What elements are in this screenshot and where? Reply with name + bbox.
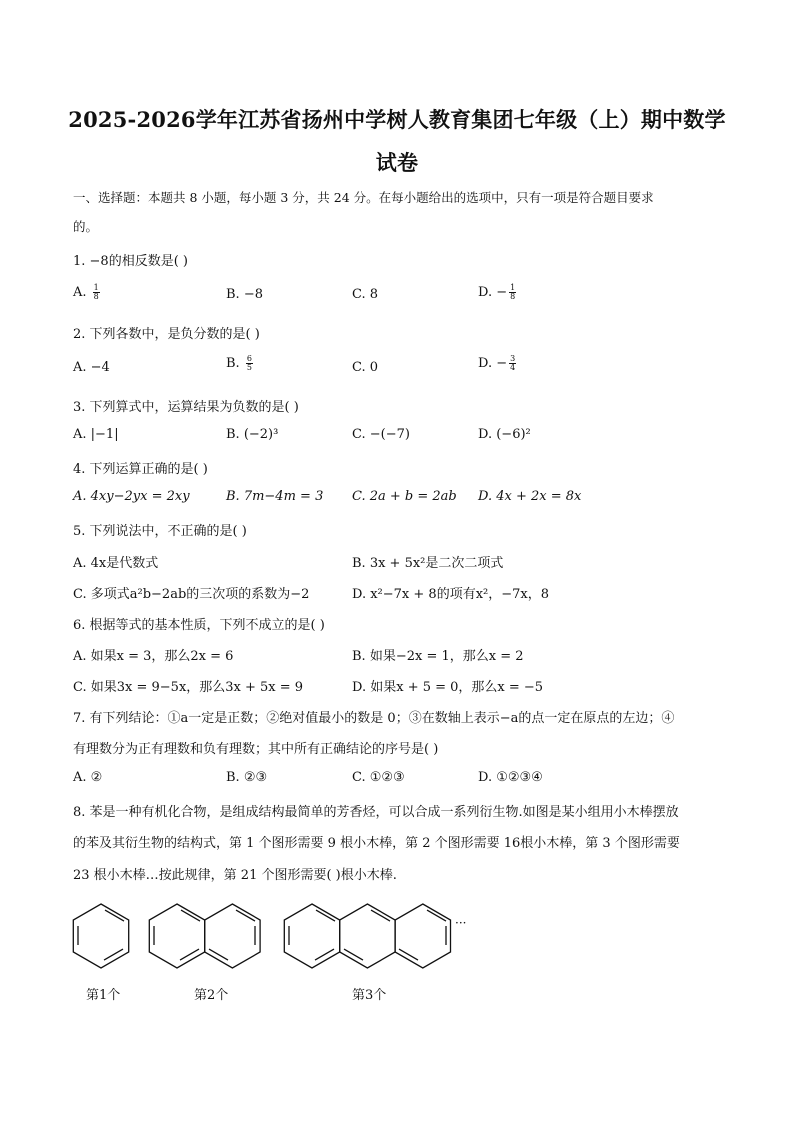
q5-option-a: A. 4x是代数式 — [73, 556, 159, 571]
fraction: $\frac{3}{4}$ — [510, 354, 516, 372]
q4-stem: 4. 下列运算正确的是( ) — [73, 462, 208, 477]
figure-3-label: 第3个 — [352, 988, 387, 1003]
q4-option-a: A. 4xy−2yx = 2xy — [73, 489, 190, 504]
q2-option-b: B. $\frac{6}{5}$ — [226, 354, 252, 372]
fraction: $\frac{1}{8}$ — [510, 283, 516, 301]
q2-option-a: A. −4 — [73, 360, 110, 375]
q1-option-b: B. −8 — [226, 287, 263, 302]
q6-option-c: C. 如果3x = 9−5x，那么3x + 5x = 9 — [73, 680, 304, 695]
exam-title-line2: 试卷 — [375, 150, 419, 175]
figure-1-label: 第1个 — [86, 988, 121, 1003]
q7-option-b: B. ②③ — [226, 770, 268, 785]
section-instructions-line1: 一、选择题：本题共 8 小题，每小题 3 分，共 24 分。在每小题给出的选项中，只有一项是符合题目要求 — [73, 190, 654, 205]
q5-option-c: C. 多项式a²b−2ab的三次项的系数为−2 — [73, 587, 310, 602]
q3-option-c: C. −(−7) — [352, 427, 410, 442]
q1-option-a: A. $\frac{1}{8}$ — [73, 283, 99, 301]
q3-option-a: A. |−1| — [73, 427, 119, 442]
q2-option-d: D. − $\frac{3}{4}$ — [478, 354, 516, 372]
q6-option-a: A. 如果x = 3，那么2x = 6 — [73, 649, 234, 664]
q1-option-d: D. − $\frac{1}{8}$ — [478, 283, 516, 301]
figure-2-label: 第2个 — [194, 988, 229, 1003]
figure-ellipsis: ··· — [455, 916, 467, 930]
q8-stem-line3: 23 根小木棒…按此规律，第 21 个图形需要( )根小木棒. — [73, 868, 397, 883]
figure-3-anthracene — [284, 904, 450, 968]
q1-stem: 1. −8的相反数是( ) — [73, 254, 188, 269]
q3-option-d: D. (−6)² — [478, 427, 531, 442]
q6-stem: 6. 根据等式的基本性质，下列不成立的是( ) — [73, 618, 325, 633]
q3-stem: 3. 下列算式中，运算结果为负数的是( ) — [73, 400, 299, 415]
figure-1-benzene — [73, 904, 128, 968]
fraction: $\frac{1}{8}$ — [93, 283, 99, 301]
q7-stem-line2: 有理数分为正有理数和负有理数；其中所有正确结论的序号是( ) — [73, 742, 439, 757]
q5-option-b: B. 3x + 5x²是二次二项式 — [352, 556, 504, 571]
exam-title-line1: 2025-2026学年江苏省扬州中学树人教育集团七年级（上）期中数学 — [68, 107, 726, 132]
q6-option-b: B. 如果−2x = 1，那么x = 2 — [352, 649, 524, 664]
q2-option-c: C. 0 — [352, 360, 379, 375]
q7-option-d: D. ①②③④ — [478, 770, 543, 785]
q5-option-d: D. x²−7x + 8的项有x²，−7x，8 — [352, 587, 549, 602]
q2-stem: 2. 下列各数中，是负分数的是( ) — [73, 327, 260, 342]
section-instructions-line2: 的。 — [73, 219, 99, 234]
q7-stem-line1: 7. 有下列结论：①a一定是正数；②绝对值最小的数是 0；③在数轴上表示−a的点一定在原点的左边；④ — [73, 711, 675, 726]
q7-option-c: C. ①②③ — [352, 770, 405, 785]
q4-option-b: B. 7m−4m = 3 — [226, 489, 324, 504]
q8-stem-line1: 8. 苯是一种有机化合物，是组成结构最简单的芳香烃，可以合成一系列衍生物.如图是某小组用小木棒摆放 — [73, 805, 679, 820]
q3-option-b: B. (−2)³ — [226, 427, 279, 442]
q5-stem: 5. 下列说法中，不正确的是( ) — [73, 524, 247, 539]
q7-option-a: A. ② — [73, 770, 103, 785]
q4-option-d: D. 4x + 2x = 8x — [478, 489, 582, 504]
q6-option-d: D. 如果x + 5 = 0，那么x = −5 — [352, 680, 544, 695]
q8-stem-line2: 的苯及其衍生物的结构式，第 1 个图形需要 9 根小木棒，第 2 个图形需要 16根小木棒，第 3 个图形需要 — [73, 836, 680, 851]
figure-2-naphthalene — [149, 904, 260, 968]
q4-option-c: C. 2a + b = 2ab — [352, 489, 457, 504]
fraction: $\frac{6}{5}$ — [246, 354, 252, 372]
q1-option-c: C. 8 — [352, 287, 379, 302]
